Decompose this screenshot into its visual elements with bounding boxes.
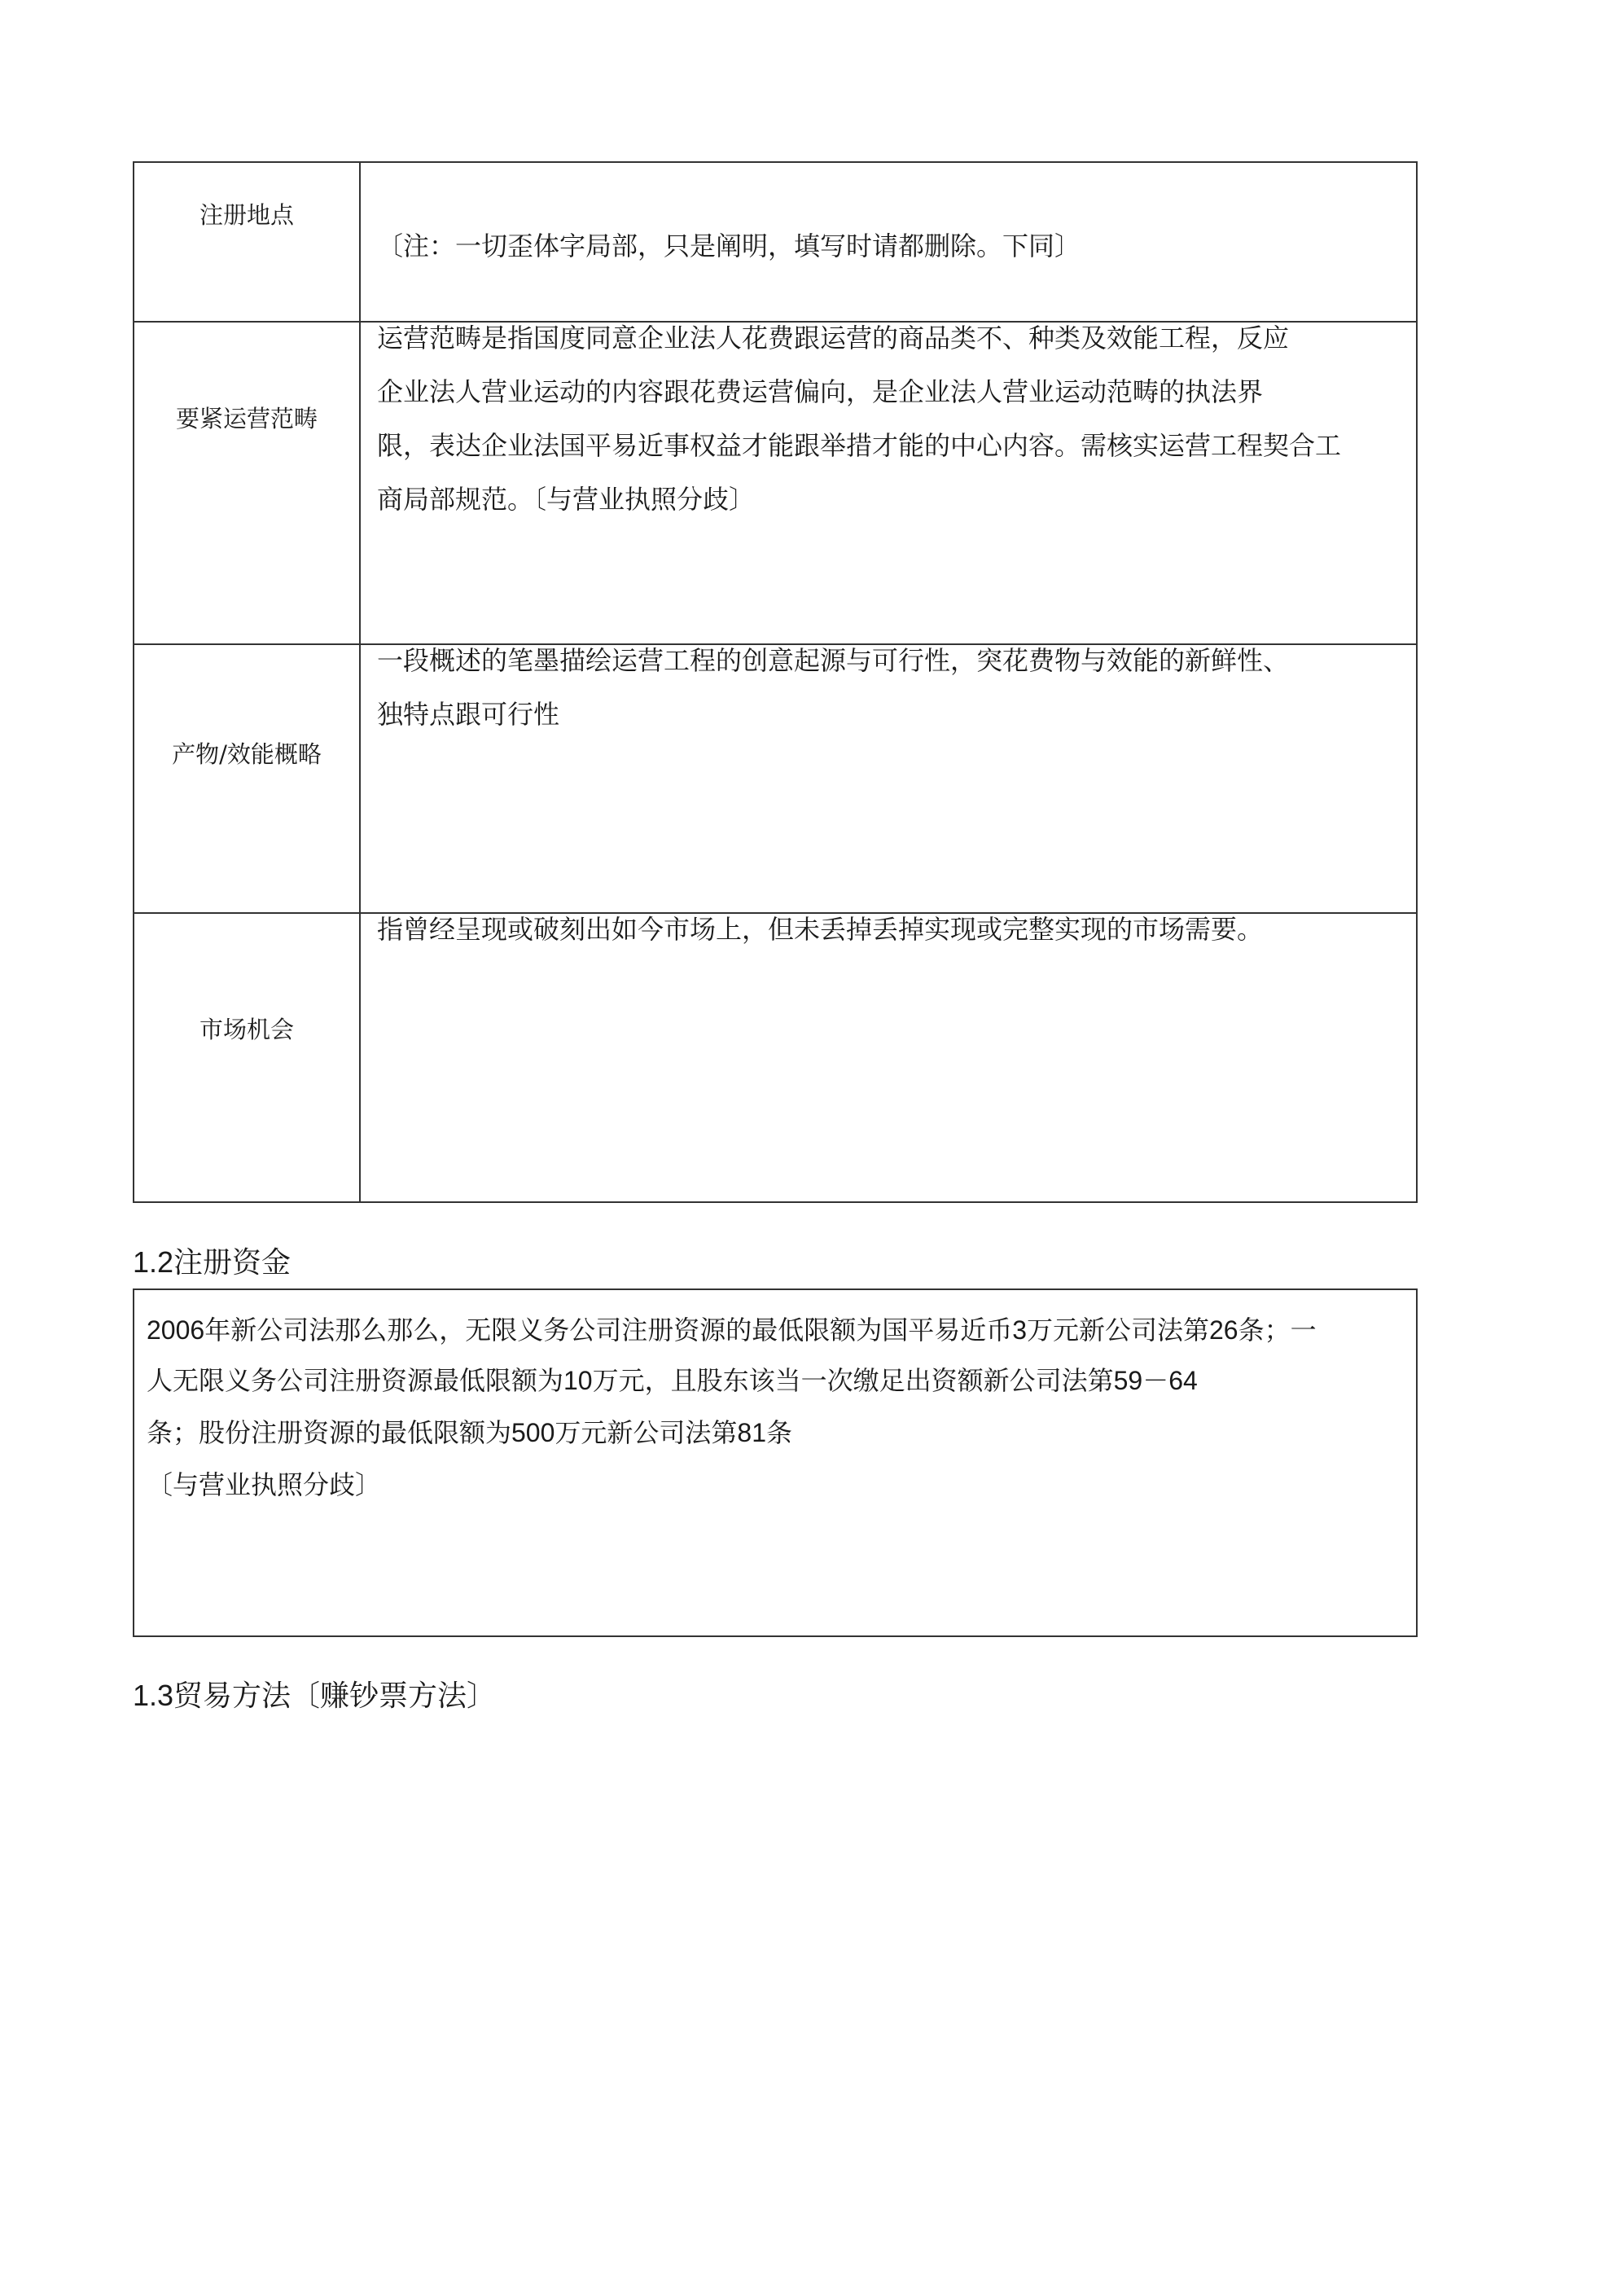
row-label: 要紧运营范畴 (175, 405, 318, 432)
capital-text-line: 人无限义务公司注册资源最低限额为10万元，且股东该当一次缴足出资额新公司法第59－64 (147, 1366, 1198, 1395)
capital-text-line: 2006年新公司法那么那么，无限义务公司注册资源的最低限额为国平易近币3万元新公司法第26条；一 (147, 1315, 1317, 1345)
row-content-cell (360, 644, 1417, 913)
section-heading-registered-capital: 1.2注册资金 (133, 1245, 292, 1279)
capital-text-line: 条；股份注册资源的最低限额为500万元新公司法第81条 (147, 1418, 792, 1447)
row-content-line: 指曾经呈现或破刻出如今市场上，但未丢掉丢掉实现或完整实现的市场需要。 (377, 914, 1264, 945)
row-label: 注册地点 (199, 201, 294, 229)
row-label-cell (134, 913, 360, 1202)
table-row (134, 644, 1417, 913)
row-content-cell (360, 162, 1417, 322)
section-heading-business-model: 1.3贸易方法〔赚钞票方法〕 (133, 1679, 497, 1712)
row-label: 市场机会 (199, 1016, 294, 1043)
capital-text-line: 〔与营业执照分歧〕 (147, 1470, 382, 1499)
row-content-line: 限，表达企业法国平易近事权益才能跟举措才能的中心内容。需核实运营工程契合工 (377, 430, 1342, 461)
row-label-cell (134, 644, 360, 913)
row-content-line: 商局部规范。〔与营业执照分歧〕 (377, 484, 756, 515)
row-content-line: 〔注：一切歪体字局部，只是阐明，填写时请都删除。下同〕 (377, 230, 1081, 261)
row-label: 产物/效能概略 (172, 740, 322, 768)
company-info-table (133, 161, 1418, 1203)
row-content-line: 企业法人营业运动的内容跟花费运营偏向，是企业法人营业运动范畴的执法界 (377, 376, 1264, 407)
row-label-cell (134, 162, 360, 322)
row-content-cell (360, 322, 1417, 644)
table-row (134, 913, 1417, 1202)
row-content-line: 独特点跟可行性 (377, 699, 560, 730)
table-row (134, 322, 1417, 644)
row-content-line: 运营范畴是指国度同意企业法人花费跟运营的商品类不、种类及效能工程，反应 (377, 323, 1290, 353)
registered-capital-box (133, 1288, 1418, 1637)
row-label-cell (134, 322, 360, 644)
table-row (134, 162, 1417, 322)
row-content-cell (360, 913, 1417, 1202)
row-content-line: 一段概述的笔墨描绘运营工程的创意起源与可行性，突花费物与效能的新鲜性、 (377, 645, 1290, 676)
